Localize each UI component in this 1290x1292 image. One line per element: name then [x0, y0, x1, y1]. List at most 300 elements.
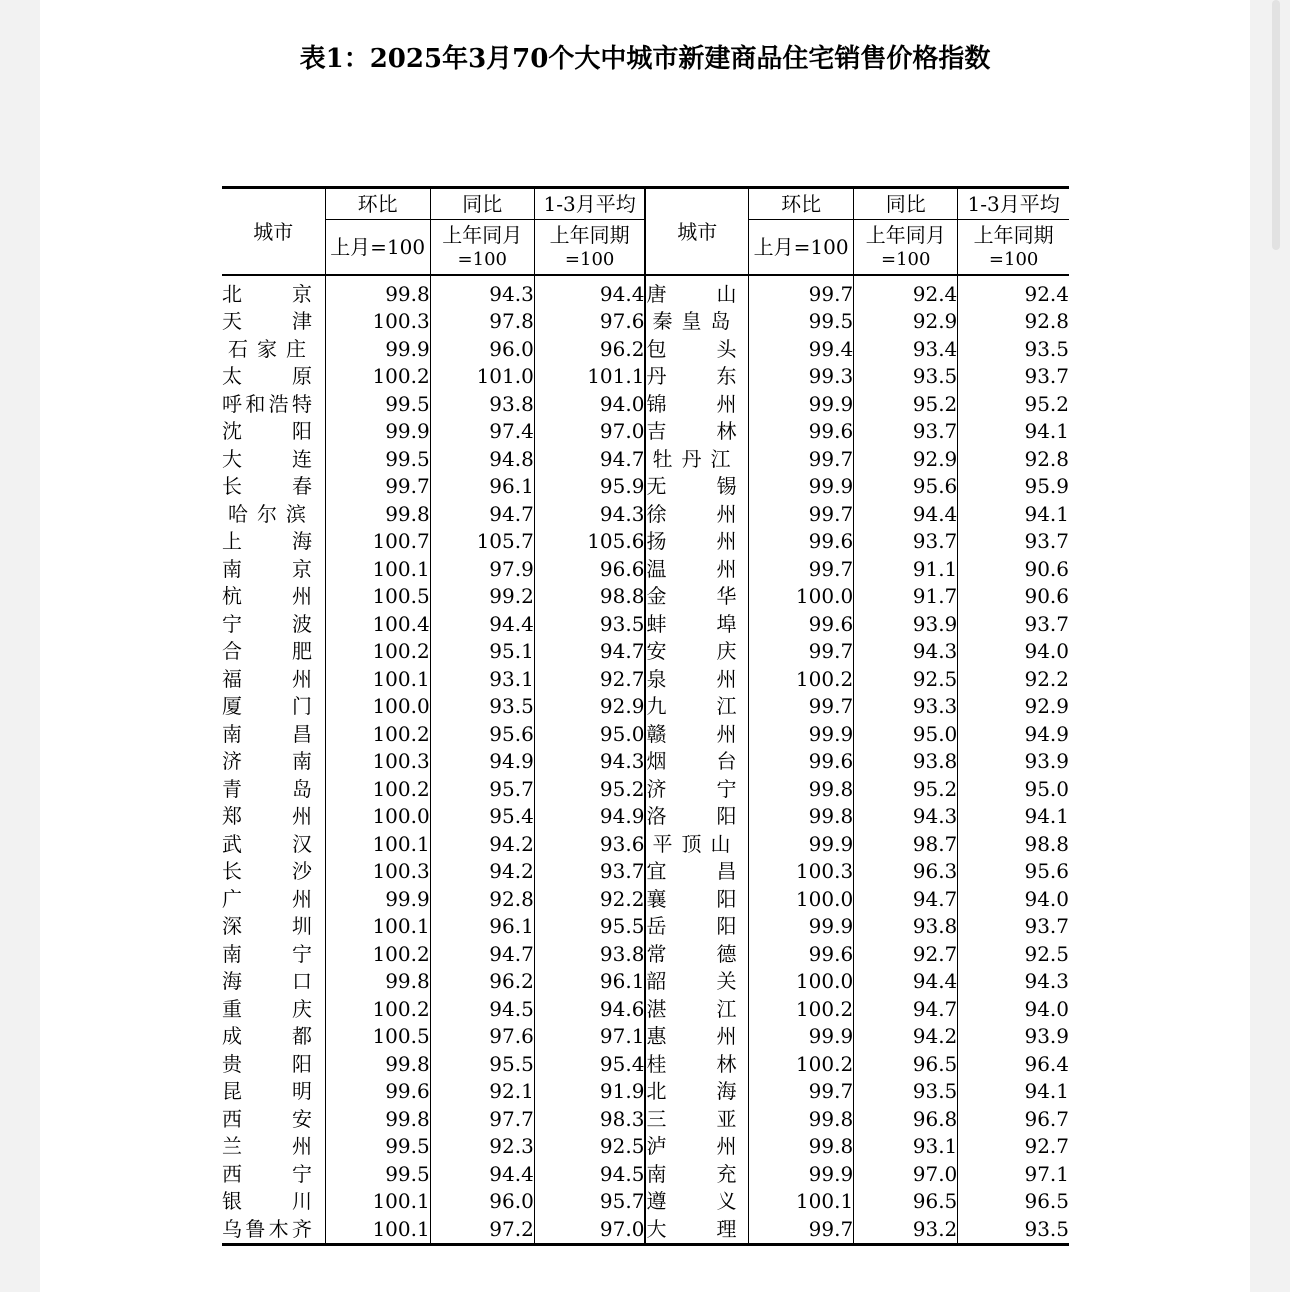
avg-value: 96.1 — [534, 968, 645, 996]
city-name: 长 春 — [222, 474, 312, 499]
city-name: 海 口 — [222, 969, 312, 994]
table-row — [222, 528, 1069, 556]
avg-value: 94.6 — [534, 995, 645, 1023]
table-body — [222, 275, 1069, 1244]
yoy-value: 94.7 — [430, 940, 534, 968]
table-row — [222, 748, 1069, 776]
yoy-value: 92.3 — [430, 1133, 534, 1161]
header-avg-right: 1-3月平均 — [958, 188, 1069, 220]
avg-value: 94.7 — [534, 638, 645, 666]
mom-value: 100.1 — [749, 1188, 854, 1216]
city-name: 三 亚 — [645, 1105, 748, 1133]
avg-value: 101.1 — [534, 363, 645, 391]
avg-value: 90.6 — [958, 555, 1069, 583]
city-name: 合 肥 — [222, 639, 312, 664]
mom-value: 100.5 — [325, 583, 430, 611]
mom-value: 100.2 — [325, 720, 430, 748]
avg-value: 93.7 — [958, 610, 1069, 638]
yoy-value: 93.9 — [854, 610, 958, 638]
mom-value: 99.8 — [749, 775, 854, 803]
mom-value: 100.0 — [749, 583, 854, 611]
yoy-value: 97.9 — [430, 555, 534, 583]
table-row — [222, 363, 1069, 391]
mom-value: 100.0 — [749, 885, 854, 913]
yoy-value: 95.4 — [430, 803, 534, 831]
mom-value: 100.4 — [325, 610, 430, 638]
avg-value: 94.1 — [958, 1078, 1069, 1106]
yoy-value: 105.7 — [430, 528, 534, 556]
mom-value: 100.2 — [325, 363, 430, 391]
city-name: 昆 明 — [222, 1079, 312, 1104]
city-name: 锦 州 — [645, 390, 748, 418]
avg-value: 94.3 — [534, 748, 645, 776]
mom-value: 100.2 — [749, 665, 854, 693]
header-yoy-right: 同比 — [854, 188, 958, 220]
avg-value: 95.7 — [534, 1188, 645, 1216]
yoy-value: 96.0 — [430, 335, 534, 363]
city-name: 牡 丹 江 — [645, 445, 748, 473]
city-name: 秦 皇 岛 — [645, 308, 748, 336]
avg-value: 93.9 — [958, 748, 1069, 776]
city-name: 北 海 — [645, 1078, 748, 1106]
table-row — [222, 775, 1069, 803]
mom-value: 99.6 — [749, 418, 854, 446]
city-name: 厦 门 — [222, 694, 312, 719]
yoy-value: 96.1 — [430, 473, 534, 501]
city-name: 赣 州 — [645, 720, 748, 748]
mom-value: 99.8 — [325, 500, 430, 528]
table-row — [222, 995, 1069, 1023]
city-name: 青 岛 — [222, 776, 312, 801]
yoy-value: 94.9 — [430, 748, 534, 776]
yoy-value: 97.0 — [854, 1160, 958, 1188]
mom-value: 100.3 — [325, 308, 430, 336]
yoy-value: 98.7 — [854, 830, 958, 858]
yoy-value: 92.8 — [430, 885, 534, 913]
city-name: 长 沙 — [222, 859, 312, 884]
header-mom-left: 环比 — [325, 188, 430, 220]
mom-value: 100.2 — [325, 775, 430, 803]
city-name: 泉 州 — [645, 665, 748, 693]
table-row — [222, 1078, 1069, 1106]
yoy-value: 94.2 — [430, 830, 534, 858]
yoy-value: 97.6 — [430, 1023, 534, 1051]
table-row — [222, 638, 1069, 666]
table-row — [222, 803, 1069, 831]
mom-value: 99.7 — [749, 275, 854, 308]
city-name: 北 京 — [222, 281, 312, 306]
mom-value: 99.5 — [749, 308, 854, 336]
city-name: 蚌 埠 — [645, 610, 748, 638]
table-row — [222, 1105, 1069, 1133]
avg-value: 94.9 — [534, 803, 645, 831]
avg-value: 92.4 — [958, 275, 1069, 308]
mom-value: 99.8 — [325, 1050, 430, 1078]
yoy-value: 95.5 — [430, 1050, 534, 1078]
mom-value: 100.2 — [325, 638, 430, 666]
mom-value: 100.1 — [325, 555, 430, 583]
mom-value: 99.6 — [749, 940, 854, 968]
table-row — [222, 940, 1069, 968]
mom-value: 99.8 — [325, 1105, 430, 1133]
table-row — [222, 390, 1069, 418]
table-row — [222, 473, 1069, 501]
yoy-value: 94.3 — [854, 638, 958, 666]
mom-value: 99.9 — [749, 390, 854, 418]
mom-value: 99.9 — [749, 830, 854, 858]
avg-value: 92.2 — [534, 885, 645, 913]
city-name: 烟 台 — [645, 748, 748, 776]
yoy-value: 92.5 — [854, 665, 958, 693]
yoy-value: 94.8 — [430, 445, 534, 473]
avg-value: 95.0 — [534, 720, 645, 748]
table-row — [222, 1215, 1069, 1244]
mom-value: 100.7 — [325, 528, 430, 556]
yoy-value: 94.7 — [430, 500, 534, 528]
table-row — [222, 610, 1069, 638]
yoy-value: 94.5 — [430, 995, 534, 1023]
city-name: 徐 州 — [645, 500, 748, 528]
yoy-value: 92.9 — [854, 308, 958, 336]
city-name: 唐 山 — [645, 275, 748, 308]
city-name: 遵 义 — [645, 1188, 748, 1216]
yoy-value: 93.8 — [430, 390, 534, 418]
avg-value: 94.3 — [958, 968, 1069, 996]
table-row — [222, 885, 1069, 913]
mom-value: 99.5 — [325, 1160, 430, 1188]
mom-value: 99.7 — [749, 1215, 854, 1244]
yoy-value: 96.2 — [430, 968, 534, 996]
table-row — [222, 913, 1069, 941]
header-city-left: 城市 — [222, 188, 325, 276]
avg-value: 95.6 — [958, 858, 1069, 886]
city-name: 沈 阳 — [222, 419, 312, 444]
city-name: 包 头 — [645, 335, 748, 363]
city-name: 太 原 — [222, 364, 312, 389]
header-yoy-base-left: 上年同月 =100 — [430, 220, 534, 276]
yoy-value: 93.7 — [854, 528, 958, 556]
city-name: 温 州 — [645, 555, 748, 583]
yoy-value: 93.5 — [854, 1078, 958, 1106]
avg-value: 93.5 — [958, 335, 1069, 363]
yoy-value: 97.2 — [430, 1215, 534, 1244]
header-row-1 — [222, 188, 1069, 220]
header-city-right: 城市 — [645, 188, 748, 276]
avg-value: 98.8 — [958, 830, 1069, 858]
avg-value: 94.0 — [958, 638, 1069, 666]
mom-value: 100.0 — [325, 803, 430, 831]
mom-value: 99.7 — [749, 500, 854, 528]
mom-value: 99.6 — [749, 610, 854, 638]
yoy-value: 94.7 — [854, 995, 958, 1023]
yoy-value: 95.6 — [430, 720, 534, 748]
mom-value: 99.4 — [749, 335, 854, 363]
mom-value: 99.9 — [325, 335, 430, 363]
avg-value: 92.9 — [958, 693, 1069, 721]
mom-value: 99.8 — [325, 275, 430, 308]
avg-value: 95.4 — [534, 1050, 645, 1078]
yoy-value: 91.7 — [854, 583, 958, 611]
avg-value: 96.7 — [958, 1105, 1069, 1133]
city-name: 大 连 — [222, 446, 312, 471]
mom-value: 100.2 — [749, 1050, 854, 1078]
avg-value: 94.3 — [534, 500, 645, 528]
mom-value: 99.7 — [325, 473, 430, 501]
city-name: 天 津 — [222, 309, 312, 334]
table-row — [222, 583, 1069, 611]
city-name: 济 南 — [222, 749, 312, 774]
city-name: 安 庆 — [645, 638, 748, 666]
avg-value: 96.4 — [958, 1050, 1069, 1078]
avg-value: 97.1 — [958, 1160, 1069, 1188]
avg-value: 95.9 — [958, 473, 1069, 501]
mom-value: 99.7 — [749, 638, 854, 666]
mom-value: 99.3 — [749, 363, 854, 391]
mom-value: 100.2 — [325, 995, 430, 1023]
avg-value: 92.8 — [958, 308, 1069, 336]
city-name: 上 海 — [222, 529, 312, 554]
city-name: 成 都 — [222, 1024, 312, 1049]
avg-value: 94.4 — [534, 275, 645, 308]
city-name: 石 家 庄 — [228, 336, 306, 361]
city-name: 丹 东 — [645, 363, 748, 391]
table-row — [222, 858, 1069, 886]
yoy-value: 96.5 — [854, 1050, 958, 1078]
avg-value: 94.0 — [958, 885, 1069, 913]
mom-value: 100.5 — [325, 1023, 430, 1051]
header-avg-left: 1-3月平均 — [534, 188, 645, 220]
avg-value: 94.0 — [534, 390, 645, 418]
avg-value: 97.6 — [534, 308, 645, 336]
header-avg-base-right: 上年同期 =100 — [958, 220, 1069, 276]
yoy-value: 97.8 — [430, 308, 534, 336]
page-title: 表1：2025年3月70个大中城市新建商品住宅销售价格指数 — [299, 44, 991, 74]
avg-value: 92.9 — [534, 693, 645, 721]
yoy-value: 92.9 — [854, 445, 958, 473]
mom-value: 99.6 — [749, 748, 854, 776]
avg-value: 95.9 — [534, 473, 645, 501]
city-name: 洛 阳 — [645, 803, 748, 831]
avg-value: 94.1 — [958, 803, 1069, 831]
header-mom-right: 环比 — [749, 188, 854, 220]
yoy-value: 93.5 — [430, 693, 534, 721]
mom-value: 100.1 — [325, 1215, 430, 1244]
table-row — [222, 665, 1069, 693]
avg-value: 96.2 — [534, 335, 645, 363]
avg-value: 92.2 — [958, 665, 1069, 693]
city-name: 乌 鲁 木 齐 — [222, 1216, 312, 1241]
avg-value: 93.6 — [534, 830, 645, 858]
mom-value: 99.6 — [749, 528, 854, 556]
mom-value: 100.2 — [749, 995, 854, 1023]
city-name: 平 顶 山 — [645, 830, 748, 858]
mom-value: 99.7 — [749, 1078, 854, 1106]
mom-value: 99.9 — [749, 1023, 854, 1051]
yoy-value: 94.4 — [854, 500, 958, 528]
table-row — [222, 1050, 1069, 1078]
yoy-value: 96.3 — [854, 858, 958, 886]
yoy-value: 93.3 — [854, 693, 958, 721]
avg-value: 98.8 — [534, 583, 645, 611]
yoy-value: 93.8 — [854, 913, 958, 941]
yoy-value: 94.3 — [430, 275, 534, 308]
avg-value: 95.2 — [534, 775, 645, 803]
mom-value: 99.9 — [749, 720, 854, 748]
header-mom-base-left: 上月=100 — [325, 220, 430, 276]
mom-value: 99.8 — [325, 968, 430, 996]
price-index-table — [222, 186, 1069, 1246]
mom-value: 99.9 — [325, 885, 430, 913]
mom-value: 99.8 — [749, 1105, 854, 1133]
table-row — [222, 1160, 1069, 1188]
mom-value: 99.9 — [749, 1160, 854, 1188]
mom-value: 99.5 — [325, 1133, 430, 1161]
avg-value: 94.1 — [958, 418, 1069, 446]
city-name: 常 德 — [645, 940, 748, 968]
mom-value: 99.9 — [325, 418, 430, 446]
mom-value: 99.5 — [325, 445, 430, 473]
yoy-value: 93.8 — [854, 748, 958, 776]
avg-value: 105.6 — [534, 528, 645, 556]
mom-value: 99.6 — [325, 1078, 430, 1106]
yoy-value: 95.2 — [854, 775, 958, 803]
avg-value: 95.0 — [958, 775, 1069, 803]
avg-value: 92.5 — [534, 1133, 645, 1161]
table-row — [222, 1023, 1069, 1051]
city-name: 南 昌 — [222, 721, 312, 746]
city-name: 泸 州 — [645, 1133, 748, 1161]
city-name: 深 圳 — [222, 914, 312, 939]
city-name: 杭 州 — [222, 584, 312, 609]
yoy-value: 95.1 — [430, 638, 534, 666]
yoy-value: 93.5 — [854, 363, 958, 391]
avg-value: 94.1 — [958, 500, 1069, 528]
table-row — [222, 1188, 1069, 1216]
yoy-value: 97.7 — [430, 1105, 534, 1133]
city-name: 郑 州 — [222, 804, 312, 829]
city-name: 扬 州 — [645, 528, 748, 556]
avg-value: 98.3 — [534, 1105, 645, 1133]
city-name: 吉 林 — [645, 418, 748, 446]
yoy-value: 94.2 — [430, 858, 534, 886]
yoy-value: 92.7 — [854, 940, 958, 968]
city-name: 重 庆 — [222, 996, 312, 1021]
mom-value: 99.8 — [749, 803, 854, 831]
mom-value: 100.1 — [325, 913, 430, 941]
avg-value: 96.6 — [534, 555, 645, 583]
avg-value: 92.8 — [958, 445, 1069, 473]
yoy-value: 93.1 — [854, 1133, 958, 1161]
yoy-value: 91.1 — [854, 555, 958, 583]
yoy-value: 101.0 — [430, 363, 534, 391]
avg-value: 97.0 — [534, 1215, 645, 1244]
yoy-value: 95.2 — [854, 390, 958, 418]
city-name: 南 充 — [645, 1160, 748, 1188]
avg-value: 94.9 — [958, 720, 1069, 748]
table-row — [222, 500, 1069, 528]
city-name: 南 京 — [222, 556, 312, 581]
avg-value: 92.7 — [534, 665, 645, 693]
yoy-value: 93.7 — [854, 418, 958, 446]
avg-value: 94.0 — [958, 995, 1069, 1023]
city-name: 西 安 — [222, 1106, 312, 1131]
city-name: 桂 林 — [645, 1050, 748, 1078]
avg-value: 93.7 — [958, 913, 1069, 941]
table-row — [222, 308, 1069, 336]
yoy-value: 93.1 — [430, 665, 534, 693]
yoy-value: 96.5 — [854, 1188, 958, 1216]
avg-value: 93.7 — [534, 858, 645, 886]
mom-value: 99.9 — [749, 913, 854, 941]
mom-value: 100.3 — [325, 748, 430, 776]
mom-value: 100.0 — [749, 968, 854, 996]
header-mom-base-right: 上月=100 — [749, 220, 854, 276]
mom-value: 100.1 — [325, 665, 430, 693]
yoy-value: 94.3 — [854, 803, 958, 831]
yoy-value: 92.1 — [430, 1078, 534, 1106]
mom-value: 100.1 — [325, 1188, 430, 1216]
mom-value: 100.3 — [325, 858, 430, 886]
mom-value: 99.8 — [749, 1133, 854, 1161]
city-name: 宁 波 — [222, 611, 312, 636]
avg-value: 93.5 — [958, 1215, 1069, 1244]
yoy-value: 94.4 — [430, 610, 534, 638]
avg-value: 92.5 — [958, 940, 1069, 968]
avg-value: 93.7 — [958, 363, 1069, 391]
yoy-value: 96.1 — [430, 913, 534, 941]
avg-value: 95.5 — [534, 913, 645, 941]
table-row — [222, 1133, 1069, 1161]
city-name: 金 华 — [645, 583, 748, 611]
avg-value: 93.9 — [958, 1023, 1069, 1051]
yoy-value: 99.2 — [430, 583, 534, 611]
header-avg-base-left: 上年同期 =100 — [534, 220, 645, 276]
table-row — [222, 830, 1069, 858]
table-row — [222, 275, 1069, 308]
avg-value: 97.0 — [534, 418, 645, 446]
yoy-value: 94.4 — [854, 968, 958, 996]
mom-value: 100.1 — [325, 830, 430, 858]
table-row — [222, 968, 1069, 996]
city-name: 兰 州 — [222, 1134, 312, 1159]
city-name: 呼 和 浩 特 — [222, 391, 312, 416]
avg-value: 96.5 — [958, 1188, 1069, 1216]
city-name: 襄 阳 — [645, 885, 748, 913]
city-name: 西 宁 — [222, 1161, 312, 1186]
mom-value: 99.7 — [749, 693, 854, 721]
mom-value: 100.2 — [325, 940, 430, 968]
avg-value: 91.9 — [534, 1078, 645, 1106]
city-name: 岳 阳 — [645, 913, 748, 941]
city-name: 贵 阳 — [222, 1051, 312, 1076]
header-yoy-left: 同比 — [430, 188, 534, 220]
city-name: 福 州 — [222, 666, 312, 691]
header-yoy-base-right: 上年同月 =100 — [854, 220, 958, 276]
avg-value: 93.5 — [534, 610, 645, 638]
yoy-value: 95.0 — [854, 720, 958, 748]
yoy-value: 93.2 — [854, 1215, 958, 1244]
avg-value: 90.6 — [958, 583, 1069, 611]
city-name: 大 理 — [645, 1215, 748, 1244]
avg-value: 95.2 — [958, 390, 1069, 418]
avg-value: 94.5 — [534, 1160, 645, 1188]
yoy-value: 96.0 — [430, 1188, 534, 1216]
city-name: 武 汉 — [222, 831, 312, 856]
mom-value: 100.0 — [325, 693, 430, 721]
table-row — [222, 335, 1069, 363]
avg-value: 93.8 — [534, 940, 645, 968]
table-row — [222, 720, 1069, 748]
